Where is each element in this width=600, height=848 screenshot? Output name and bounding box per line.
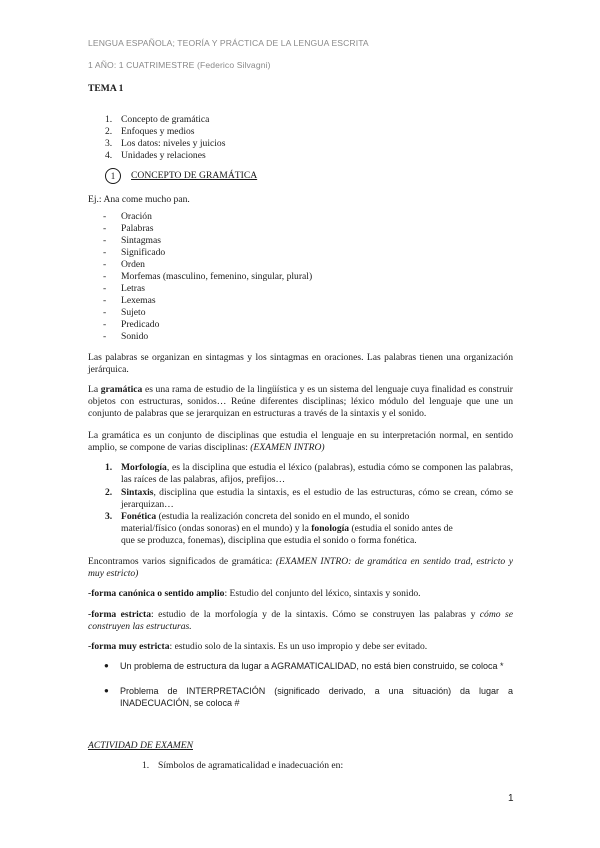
- list-item: - Sonido: [103, 331, 149, 342]
- section-title: CONCEPTO DE GRAMÁTICA: [131, 170, 258, 181]
- paragraph-jerarquia: Las palabras se organizan en sintagmas y los sintagmas en oraciones. Las palabras tienen una organización jerárquica.: [88, 352, 513, 375]
- forma-estricta: -forma estricta: estudio de la morfología y de la sintaxis. Cómo se construyen las palabras y cómo se construyen las estructuras.: [88, 609, 513, 632]
- paragraph-gramatica: La gramática es una rama de estudio de la lingüística y es un sistema del lenguaje cuya finalidad es construir objetos con estructuras, sonidos… Reúne diferentes disciplinas; léxico módulo del lenguaje que une un conjunto de palabras que se jerarquizan en estructuras a través de la sintaxis y el sonido.: [88, 384, 513, 419]
- list-item: - Oración: [103, 211, 152, 222]
- tema-list: [105, 114, 225, 162]
- example-line: Ej.: Ana come mucho pan.: [88, 194, 190, 205]
- list-item: - Morfemas (masculino, femenino, singular, plural): [103, 271, 313, 282]
- bullet-agramaticalidad: ● Un problema de estructura da lugar a AGRAMATICALIDAD, no está bien construido, se coloca *: [104, 661, 504, 671]
- list-item: - Letras: [103, 283, 145, 294]
- list-item: 1. Concepto de gramática: [105, 114, 210, 125]
- discipline-morfologia: 1. Morfología, es la disciplina que estudia el léxico (palabras), estudia cómo se componen las palabras, las raíces de las palabras, afijos, prefijos…: [105, 462, 513, 485]
- discipline-sintaxis: 2. Sintaxis, disciplina que estudia la sintaxis, es el estudio de las estructuras, cómo se crean, cómo se jerarquizan…: [105, 487, 513, 510]
- list-item: 4. Unidades y relaciones: [105, 150, 206, 161]
- paragraph-disciplinas: La gramática es un conjunto de disciplinas que estudia el lenguaje en su interpretación normal, en sentido amplio, se compone de varias disciplinas: (EXAMEN INTRO): [88, 430, 513, 453]
- list-item: - Lexemas: [103, 295, 156, 306]
- list-item: - Predicado: [103, 319, 160, 330]
- discipline-fonetica: 3. Fonética (estudia la realización concreta del sonido en el mundo, el sonido material/físico (ondas sonoras) en el mundo) y la fonología (estudia el sonido antes de que se produzca, fonemas), disciplina que estudia el sonido o forma fonética.: [105, 511, 453, 546]
- list-item: - Palabras: [103, 223, 154, 234]
- list-item: - Orden: [103, 259, 145, 270]
- activity-item: 1. Símbolos de agramaticalidad e inadecuación en:: [142, 760, 344, 771]
- concept-list: [103, 211, 312, 343]
- list-item: - Significado: [103, 247, 166, 258]
- list-item: - Sintagmas: [103, 235, 161, 246]
- list-item: - Sujeto: [103, 307, 146, 318]
- page-number: 1: [508, 793, 514, 804]
- course-header: LENGUA ESPAÑOLA; TEORÍA Y PRÁCTICA DE LA LENGUA ESCRITA: [88, 38, 369, 48]
- tema-heading: TEMA 1: [88, 83, 124, 94]
- list-item: 2. Enfoques y medios: [105, 126, 195, 137]
- bullet-inadecuacion: ● Problema de INTERPRETACIÓN (significado derivado, a una situación) da lugar a INADECUACIÓN, se coloca #: [104, 686, 513, 708]
- section-number-circle: 1: [105, 168, 121, 184]
- paragraph-significados: Encontramos varios significados de gramática: (EXAMEN INTRO: de gramática en sentido trad, estricto y muy estricto): [88, 556, 513, 579]
- bullet-dot-icon: ●: [104, 686, 109, 695]
- activity-heading: ACTIVIDAD DE EXAMEN: [88, 740, 193, 751]
- forma-muy-estricta: -forma muy estricta: estudio solo de la sintaxis. Es un uso impropio y debe ser evitado.: [88, 641, 428, 652]
- forma-canonica: -forma canónica o sentido amplio: Estudio del conjunto del léxico, sintaxis y sonido.: [88, 588, 421, 599]
- list-item: 3. Los datos: niveles y juicios: [105, 138, 226, 149]
- bullet-dot-icon: ●: [104, 661, 109, 670]
- term-header: 1 AÑO: 1 CUATRIMESTRE (Federico Silvagni): [88, 60, 271, 70]
